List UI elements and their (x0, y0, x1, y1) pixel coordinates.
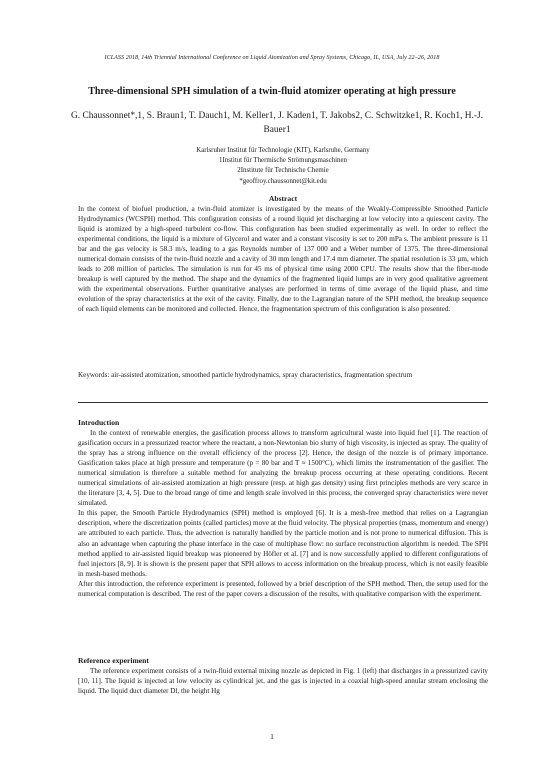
author-list: G. Chaussonnet*,1, S. Braun1, T. Dauch1, M. Keller1, J. Kaden1, T. Jakobs2, C. Schwitzke1, R. Koch1, H.-J. Bauer1 (70, 111, 484, 135)
intro-paragraph-2: In this paper, the Smooth Particle Hydrodynamics (SPH) method is employed [6]. It is a mesh-free method that relies on a Lagrangian description, where the discretization points (called particles) move at the fluid velocity. The physical properties (mass, momentum and energy) are attributed to each particle. Thus, the advection is naturally handled by the particle motion and is not prone to numerical diffusion. This is also an advantage when capturing the phase interface in the case of multiphase flow: no surface reconstruction algorithm is needed. The SPH method applied to air-assisted liquid breakup was pioneered by Höfler et al. [7] and is now successfully applied to different configurations of fuel injectors [8, 9]. It is shown is the present paper that SPH allows to access information on the breakup process, which is not easily feasible in mesh-based methods. (78, 509, 488, 578)
affiliation-1: 1Institut für Thermische Strömungsmaschinen (219, 157, 347, 165)
introduction-body (78, 428, 488, 599)
reference-experiment-body (78, 666, 488, 696)
affiliation-2: 2Institute für Technische Chemie (237, 167, 329, 175)
conference-header: ICLASS 2018, 14th Triennial International Conference on Liquid Atomization and Spray Systems, Chicago, IL, USA, July 22–26, 2018 (104, 55, 440, 61)
section-divider (78, 402, 488, 403)
institution: Karlsruher Institut für Technologie (KIT), Karlsruhe, Germany (196, 147, 370, 154)
page-number: 1 (270, 732, 274, 741)
affiliations (78, 146, 488, 187)
intro-paragraph-1: In the context of renewable energies, the gasification process allows to transform agricultural waste into liquid fuel [1]. The reaction of gasification occurs in a pressurized reactor where the reactant, a non-Newtonian bio slurry of high viscosity, is injected as spray. The quality of the spray has a strong influence on the overall efficiency of the process [2]. Hence, the design of the nozzle is of primary importance. Gasification takes place at high pressure and temperature (p = 80 bar and T ≈ 1500°C), which limits the instrumentation of the gasifier. The numerical simulation is therefore a suitable method for analyzing the breakup process occurring at these operating conditions. Recent numerical simulations of air-assisted atomization at high pressure (resp. at high gas density) using first principles methods are very scarce in the literature [3, 4, 5]. Due to the broad range of time and length scale involved in this process, the converged spray characteristics were never simulated. (78, 429, 488, 508)
corresponding-email[interactable]: *geoffroy.chaussonnet@kit.edu (239, 177, 327, 185)
intro-paragraph-3: After this introduction, the reference experiment is presented, followed by a brief description of the SPH method. Then, the setup used for the numerical computation is described. The rest of the paper covers a discussion of the results, with qualitative comparison with the experiment. (78, 579, 488, 598)
keywords: Keywords: air-assisted atomization, smoothed particle hydrodynamics, spray characteristics, fragmentation spectrum (78, 371, 413, 379)
abstract-text: In the context of biofuel production, a twin-fluid atomizer is investigated by the means of the Weakly-Compressible Smoothed Particle Hydrodynamics (WCSPH) method. This configuration consists of a round liquid jet discharging at low velocity into a quiescent cavity. The liquid is atomized by a high-speed turbulent co-flow. This configuration has been studied experimentally as well. In order to reflect the experimental conditions, the liquid is a mixture of Glycerol and water and a constant viscosity is set to 200 mPa s. The ambient pressure is 11 bar and the gas velocity is 58.3 m/s, leading to a gas Reynolds number of 137 000 and a Weber number of 1375. The three-dimensional numerical domain consists of the twin-fluid nozzle and a cavity of 30 mm length and 17.4 mm diameter. The spatial resolution is 33 µm, which leads to 208 million of particles. The simulation is run for 45 ms of physical time using 2000 CPU. The results show that the fiber-mode breakup is well captured by the method. The shape and the dynamics of the fragmented liquid lumps are in very good qualitative agreement with the experimental observations. Further quantitative analyses are performed in terms of time average of the liquid phase, and time evolution of the spray characteristics at the exit of the cavity. Finally, due to the Lagrangian nature of the SPH method, the breakup sequence of each liquid elements can be monitored and collected. Hence, the fragmentation spectrum of this configuration is also presented. (78, 205, 488, 314)
introduction-heading: Introduction (78, 418, 120, 427)
reference-experiment-heading: Reference experiment (78, 656, 149, 665)
abstract-heading: Abstract (268, 194, 298, 203)
ref-paragraph-1: The reference experiment consists of a twin-fluid external mixing nozzle as depicted in Fig. 1 (left) that discharges in a pressurized cavity [10, 11]. The liquid is injected at low velocity as cylindrical jet, and the gas is injected in a coaxial high-speed annular stream enclosing the liquid. The liquid duct diameter Dl, the height Hg (78, 667, 488, 696)
paper-title: Three-dimensional SPH simulation of a twin-fluid atomizer operating at high pressure (88, 86, 456, 97)
